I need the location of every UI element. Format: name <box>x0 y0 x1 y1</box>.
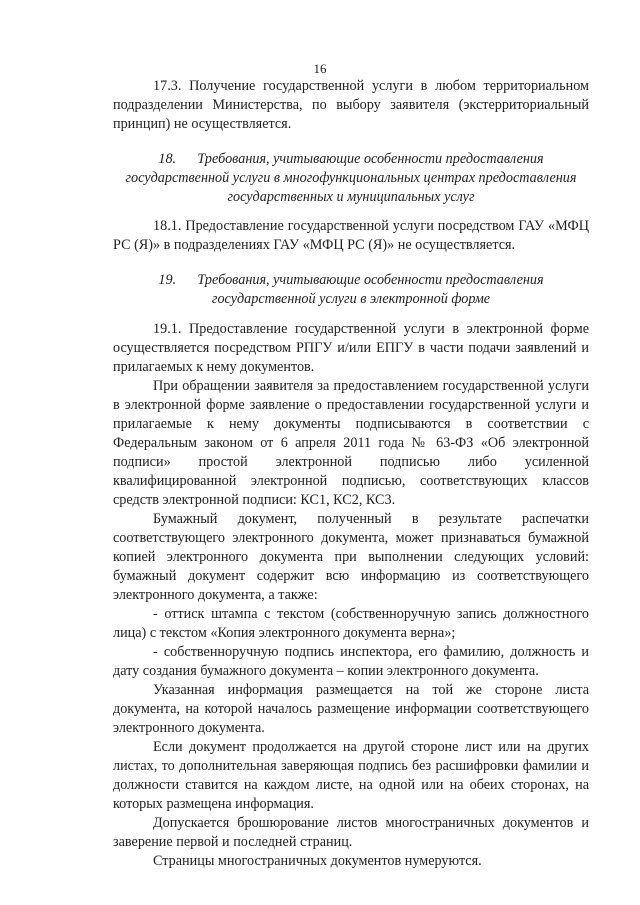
bullet-signature: - собственноручную подпись инспектора, его фамилию, должность и дату создания бумажного документа – копии электронного документа. <box>113 644 589 679</box>
paragraph-paper-copy: Бумажный документ, полученный в результате распечатки соответствующего электронного документа, может признаваться бумажной копией электронного документа при выполнении следующих условий: бумажный документ содержит всю информацию из соответствующего электронного документа, а также: <box>113 511 589 603</box>
bullet-stamp: - оттиск штампа с текстом (собственноручную запись должностного лица) с текстом «Копия электронного документа верна»; <box>113 606 589 641</box>
heading-18-line-3: государственных и муниципальных услуг <box>227 189 475 205</box>
paragraph-19-1: 19.1. Предоставление государственной услуги в электронной форме осуществляется посредством РПГУ и/или ЕПГУ в части подачи заявлений и прилагаемых к нему документов. <box>113 321 589 375</box>
page-number: 16 <box>313 61 327 76</box>
section-heading-19 <box>113 271 589 309</box>
paragraph-signature: При обращении заявителя за предоставлением государственной услуги в электронной форме заявление о предоставлении государственной услуги и прилагаемые к нему документы подписываются в соответствии с Федеральным законом от 6 апреля 2011 года № 63-ФЗ «Об электронной подписи» простой электронной подписью либо усиленной квалифицированной электронной подписью, соответствующих классов средств электронной подписи: КС1, КС2, КС3. <box>113 378 589 508</box>
paragraph-binding: Допускается брошюрование листов многостраничных документов и заверение первой и последней страниц. <box>113 815 589 850</box>
section-19-body <box>113 320 589 871</box>
paragraph-17-3: 17.3. Получение государственной услуги в любом территориальном подразделении Министерства, по выбору заявителя (экстерриториальный принцип) не осуществляется. <box>113 78 589 132</box>
paragraph-18-1: 18.1. Предоставление государственной услуги посредством ГАУ «МФЦ РС (Я)» в подразделениях ГАУ «МФЦ РС (Я)» не осуществляется. <box>113 218 589 253</box>
paragraph-numbering: Страницы многостраничных документов нумеруются. <box>153 853 482 869</box>
paragraph-continuation: Если документ продолжается на другой стороне лист или на других листах, то дополнительная заверяющая подпись без расшифровки фамилии и должности ставится на каждом листе, на одной или на обеих сторонах, на которых размещена информация. <box>113 739 589 812</box>
heading-19-line-1: 19. Требования, учитывающие особенности предоставления <box>158 272 544 288</box>
section-heading-18 <box>113 150 589 207</box>
heading-19-line-2: государственной услуги в электронной форме <box>211 291 491 307</box>
heading-18-line-1: 18. Требования, учитывающие особенности предоставления <box>158 151 544 167</box>
heading-18-line-2: государственной услуги в многофункциональных центрах предоставления <box>125 170 577 186</box>
paragraph-info-placement: Указанная информация размещается на той же стороне листа документа, на которой началось размещение информации соответствующего электронного документа. <box>113 682 589 736</box>
